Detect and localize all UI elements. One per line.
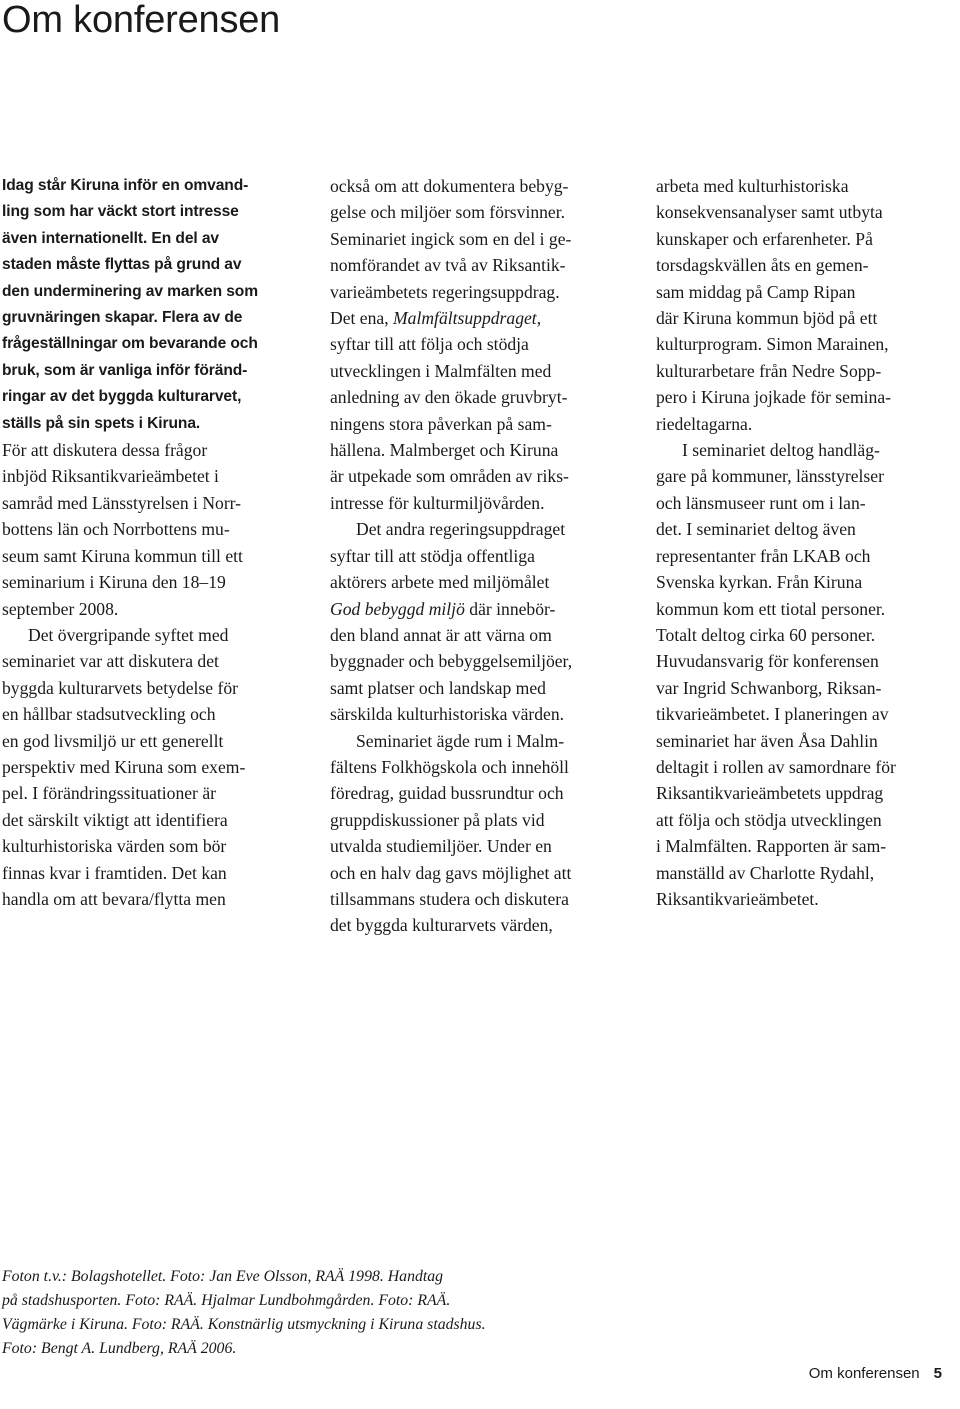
text-line: bruk, som är vanliga inför föränd- <box>2 361 248 379</box>
text-line: Det övergripande syftet med <box>28 624 229 645</box>
text-line: och länsmuseer runt om i lan- <box>656 492 866 513</box>
text-line: där Kiruna kommun bjöd på ett <box>656 308 878 329</box>
text-line: God bebyggd miljö där innebör- <box>330 598 556 619</box>
text-line: kommun kom ett tiotal personer. <box>656 598 886 619</box>
text-line: seminariet var att diskutera det <box>2 651 219 672</box>
text-line: arbeta med kulturhistoriska <box>656 176 849 196</box>
text-line: samråd med Länsstyrelsen i Norr- <box>2 492 242 513</box>
text-line: det byggda kulturarvets värden, <box>330 915 553 936</box>
text-line: kulturhistoriska värden som bör <box>2 836 227 857</box>
text-line: inbjöd Riksantikvarieämbetet i <box>2 466 219 487</box>
text-line: torsdagskvällen åts en gemen- <box>656 255 869 276</box>
text-line: kunskaper och erfarenheter. På <box>656 228 873 249</box>
text-line: frågeställningar om bevarande och <box>2 335 258 353</box>
text-line: Idag står Kiruna inför en omvand- <box>2 177 249 194</box>
text-line: utvalda studiemiljöer. Under en <box>330 836 552 857</box>
text-line: Foto: Bengt A. Lundberg, RAÄ 2006. <box>2 1340 237 1357</box>
text-line: en hållbar stadsutveckling och <box>2 704 216 725</box>
text-line: ling som har väckt stort intresse <box>2 203 239 221</box>
text-line: fältens Folkhögskola och innehöll <box>330 756 569 777</box>
text-line: sam middag på Camp Ripan <box>656 281 856 302</box>
text-line: nomförandet av två av Riksantik- <box>330 255 566 276</box>
text-line: var Ingrid Schwanborg, Riksan- <box>656 677 882 698</box>
text-line: finnas kvar i framtiden. Det kan <box>2 862 227 883</box>
text-line: I seminariet deltog handläg- <box>682 440 880 461</box>
text-line: Riksantikvarieämbetets uppdrag <box>656 783 884 804</box>
text-line: den bland annat är att värna om <box>330 624 552 645</box>
text-line: aktörers arbete med miljömålet <box>330 572 550 593</box>
text-line: deltagit i rollen av samordnare för <box>656 756 896 777</box>
text-line: kulturprogram. Simon Marainen, <box>656 334 889 355</box>
text-line: det. I seminariet deltog även <box>656 519 856 540</box>
text-line: ställs på sin spets i Kiruna. <box>2 414 201 432</box>
text-line: att följa och stödja utvecklingen <box>656 809 882 830</box>
text-line: seminarium i Kiruna den 18–19 <box>2 572 226 593</box>
text-line: ringar av det byggda kulturarvet, <box>2 388 242 406</box>
body-paragraph <box>656 437 958 912</box>
text-line: representanter från LKAB och <box>656 545 871 566</box>
text-line: intresse för kulturmiljövården. <box>330 492 545 513</box>
text-line: byggda kulturarvets betydelse för <box>2 677 238 698</box>
text-line: en god livsmiljö ur ett generellt <box>2 730 224 751</box>
text-line: staden måste flyttas på grund av <box>2 256 242 274</box>
body-paragraph <box>2 437 307 622</box>
text-line: och en halv dag gavs möjlighet att <box>330 862 572 883</box>
text-line: seminariet har även Åsa Dahlin <box>656 730 878 751</box>
text-line: Vägmärke i Kiruna. Foto: RAÄ. Konstnärlig utsmyckning i Kiruna stadshus. <box>2 1316 486 1333</box>
text-line: manställd av Charlotte Rydahl, <box>656 862 875 883</box>
body-paragraph <box>330 173 635 516</box>
text-line: syftar till att följa och stödja <box>330 334 529 355</box>
body-paragraph <box>656 173 958 437</box>
text-line: Riksantikvarieämbetet. <box>656 888 819 909</box>
text-line: tillsammans studera och diskutera <box>330 888 569 909</box>
text-line: riedeltagarna. <box>656 413 753 434</box>
text-line: också om att dokumentera bebyg- <box>330 176 569 196</box>
text-line: perspektiv med Kiruna som exem- <box>2 756 246 777</box>
text-line: syftar till att stödja offentliga <box>330 545 535 566</box>
text-line: seum samt Kiruna kommun till ett <box>2 545 243 566</box>
text-line: ningens stora påverkan på sam- <box>330 413 552 434</box>
text-line: gare på kommuner, länsstyrelser <box>656 466 884 487</box>
italic-term: Malmfältsuppdraget <box>393 308 537 329</box>
text-line: föredrag, guidad bussrundtur och <box>330 783 564 804</box>
text-line: konsekvensanalyser samt utbyta <box>656 202 883 223</box>
italic-term: God bebyggd miljö <box>330 598 465 619</box>
text-line: samt platser och landskap med <box>330 677 546 698</box>
page-number: 5 <box>933 1365 942 1382</box>
text-line: gelse och miljöer som försvinner. <box>330 202 566 223</box>
text-line: Det andra regeringsuppdraget <box>356 519 566 540</box>
text-line: pel. I förändringssituationer är <box>2 783 216 804</box>
text-line: byggnader och bebyggelsemiljöer, <box>330 651 573 672</box>
text-line: den underminering av marken som <box>2 282 259 300</box>
text-line: Totalt deltog cirka 60 personer. <box>656 624 876 645</box>
text-line: varieämbetets regeringsuppdrag. <box>330 281 560 302</box>
text-line: pero i Kiruna jojkade för semina- <box>656 387 891 408</box>
text-line: på stadshusporten. Foto: RAÄ. Hjalmar Lundbohmgården. Foto: RAÄ. <box>2 1292 451 1309</box>
text-line: utvecklingen i Malmfälten med <box>330 360 552 381</box>
text-line: det särskilt viktigt att identifiera <box>2 809 228 830</box>
photo-caption <box>2 1265 486 1361</box>
text-line: Det ena, Malmfältsuppdraget, <box>330 308 542 329</box>
text-line: i Malmfälten. Rapporten är sam- <box>656 836 887 857</box>
text-line: särskilda kulturhistoriska värden. <box>330 704 565 725</box>
text-line: Seminariet ingick som en del i ge- <box>330 228 572 249</box>
text-line: kulturarbetare från Nedre Sopp- <box>656 360 882 381</box>
text-line: gruppdiskussioner på plats vid <box>330 809 545 830</box>
text-line: För att diskutera dessa frågor <box>2 440 208 461</box>
text-line: Foton t.v.: Bolagshotellet. Foto: Jan Eve Olsson, RAÄ 1998. Handtag <box>2 1268 444 1285</box>
text-column-3 <box>656 173 958 912</box>
text-line: gruvnäringen skapar. Flera av de <box>2 309 243 327</box>
body-paragraph <box>330 728 635 939</box>
text-column-2 <box>330 173 635 939</box>
text-line: Svenska kyrkan. Från Kiruna <box>656 572 863 593</box>
text-line: hällena. Malmberget och Kiruna <box>330 440 559 461</box>
text-line: tikvarieämbetet. I planeringen av <box>656 704 889 725</box>
body-paragraph <box>330 516 635 727</box>
text-line: Huvudansvarig för konferensen <box>656 651 879 672</box>
footer-section-title: Om konferensen <box>808 1365 920 1382</box>
page-title: Om konferensen <box>2 0 281 41</box>
body-paragraph <box>2 622 307 912</box>
text-line: är utpekade som områden av riks- <box>330 466 569 487</box>
text-line: anledning av den ökade gruvbryt- <box>330 387 568 408</box>
text-column-1 <box>2 173 307 912</box>
text-line: även internationellt. En del av <box>2 229 220 247</box>
text-line: Seminariet ägde rum i Malm- <box>356 730 565 751</box>
text-line: september 2008. <box>2 598 119 619</box>
text-line: handla om att bevara/flytta men <box>2 888 226 909</box>
text-line: bottens län och Norrbottens mu- <box>2 519 230 540</box>
intro-paragraph <box>2 173 307 437</box>
page-footer <box>809 1364 942 1384</box>
